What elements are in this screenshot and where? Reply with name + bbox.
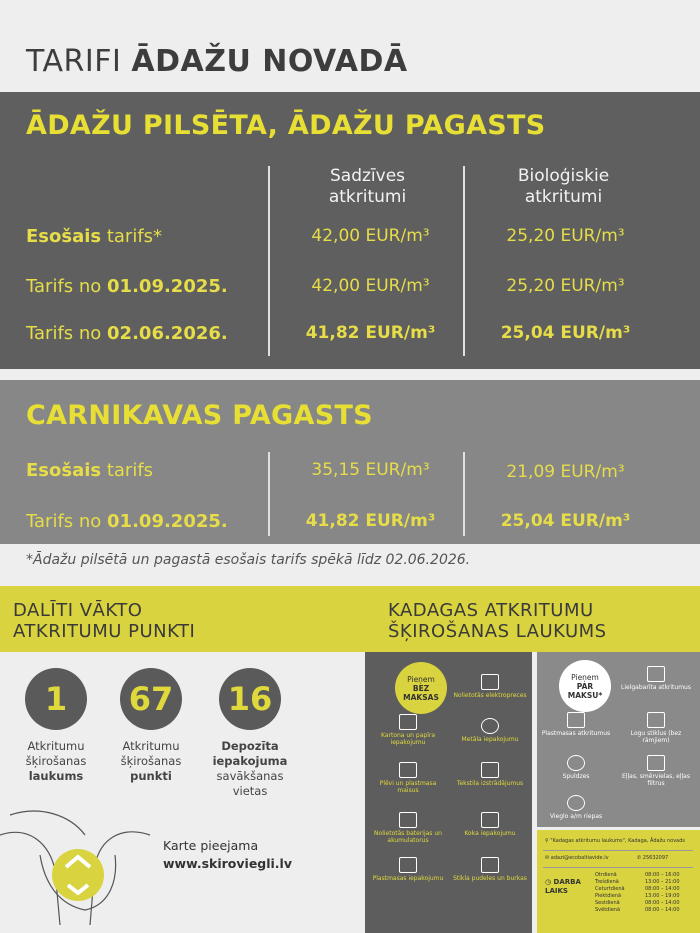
row-label: Esošais tarifs* [26,226,163,247]
tariff-value: 35,15 EUR/m³ [311,460,430,480]
tariff-value: 41,82 EUR/m³ [305,511,436,531]
section-adazi [0,92,700,369]
tariff-value: 25,04 EUR/m³ [500,323,631,343]
tariff-value: 42,00 EUR/m³ [311,276,430,296]
stat-circle: 67 [120,668,182,730]
column-header-household: Sadzīves atkritumi [328,166,407,207]
free-items-panel [365,652,532,933]
bottle-icon [399,857,417,873]
tariff-value: 25,20 EUR/m³ [506,226,625,246]
column-header-bio: Bioloģiskie atkritumi [517,166,610,207]
mail-icon: ✉ [545,855,551,861]
item-bulky: Lielgabarīta atkritumus [617,666,695,691]
page-title: TARIFI ĀDAŽU NOVADĀ [26,44,408,79]
divider [463,166,465,356]
phone[interactable]: ✆ 25632097 [637,855,669,861]
email[interactable]: ✉ adazi@ecobaltiavide.lv [545,855,609,861]
map-link[interactable]: www.skiroviegli.lv [163,856,292,871]
section-heading: ĀDAŽU PILSĒTA, ĀDAŽU PAGASTS [26,110,546,141]
crate-icon [481,812,499,828]
item-film: Plēvi un plastmasa maisus [369,762,447,794]
can-icon [481,718,499,734]
divider [268,166,270,356]
row-label: Tarifs no 01.09.2025. [26,276,228,297]
item-oils: Eļļas, smērvielas, eļļas filtrus [617,755,695,787]
item-electronics: Nolietotās elektropreces [451,674,529,699]
bag-icon [399,762,417,778]
stat-circle: 1 [25,668,87,730]
phone-icon [481,674,499,690]
row-label: Tarifs no 02.06.2026. [26,323,228,344]
location-icon: ⚲ [545,838,551,844]
item-wood: Koka iepakojumu [451,812,529,837]
row-label: Tarifs no 01.09.2025. [26,511,228,532]
paid-badge: Pieņem PAR MAKSU* [559,660,611,712]
jar-icon [481,857,499,873]
hours-label: ◷ DARBA LAIKS [545,878,581,895]
tariff-value: 42,00 EUR/m³ [311,226,430,246]
item-cardboard: Kartona un papīra iepakojumu [369,714,447,746]
section-carnikava [0,380,700,544]
item-window-glass: Logu stiklus (bez rāmjiem) [617,712,695,744]
tyre-icon [567,795,585,811]
stat-label: Depozīta iepakojuma savākšanas vietas [212,739,288,798]
item-textile: Tekstila izstrādājumus [451,762,529,787]
row-label: Esošais tarifs [26,460,154,481]
box-icon [399,714,417,730]
stat-label: Atkritumu šķirošanas punkti [120,739,182,783]
hours-times: 08:00 – 16:00 13:00 – 21:00 08:00 – 14:00 13:00 – 19:00 08:00 – 14:00 08:00 – 14:00 [645,872,680,913]
oil-icon [647,755,665,771]
divider [268,452,270,536]
tariff-value: 25,04 EUR/m³ [500,511,631,531]
phone-icon: ✆ [637,855,643,861]
window-icon [647,712,665,728]
hours-days: Otrdienā Trešdienā Ceturtdienā Piektdienā Sestdienā Svētdienā [595,872,625,913]
sofa-icon [647,666,665,682]
info-band [0,586,700,652]
recycling-hands-illustration [0,795,160,933]
tariff-value: 21,09 EUR/m³ [506,462,625,482]
free-badge: Pieņem BEZ MAKSAS [395,662,447,714]
item-plastic-waste: Plastmasas atkritumus [537,712,615,737]
plastic-icon [567,712,585,728]
battery-icon [399,812,417,828]
tariff-value: 41,82 EUR/m³ [305,323,436,343]
item-batteries: Nolietotās baterijas un akumulatorus [369,812,447,844]
shirt-icon [481,762,499,778]
item-plastic: Plastmasas iepakojumu [369,857,447,882]
address: ⚲ "Kadagas atkritumu laukums", Kadaga, Ādažu novads [545,838,685,844]
section-heading: CARNIKAVAS PAGASTS [26,400,373,431]
points-title: DALĪTI VĀKTO ATKRITUMU PUNKTI [13,600,196,642]
item-metal: Metāla iepakojumu [451,718,529,743]
kadaga-title: KADAGAS ATKRITUMU ŠĶIROŠANAS LAUKUMS [388,600,607,642]
contact-panel [537,830,700,933]
bulb-icon [567,755,585,771]
stat-circle: 16 [219,668,281,730]
item-tyres: Vieglo a/m riepas [537,795,615,820]
item-bulbs: Spuldzes [537,755,615,780]
map-info: Karte pieejama www.skiroviegli.lv [163,838,292,871]
divider [463,452,465,536]
clock-icon: ◷ [545,878,554,886]
paid-items-panel [537,652,700,827]
tariff-value: 25,20 EUR/m³ [506,276,625,296]
stat-label: Atkritumu šķirošanas laukums [25,739,87,783]
footnote: *Ādažu pilsētā un pagastā esošais tarifs spēkā līdz 02.06.2026. [26,552,471,568]
item-glass: Stikla pudeles un burkas [451,857,529,882]
